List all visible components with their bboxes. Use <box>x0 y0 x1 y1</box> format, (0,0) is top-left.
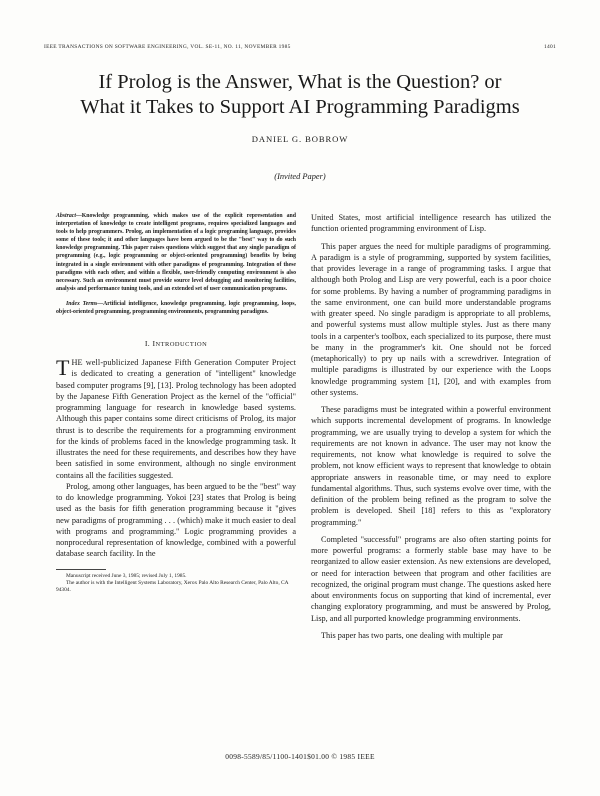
right-paragraph-5: This paper has two parts, one dealing with multiple par <box>321 630 503 640</box>
right-column <box>311 212 551 647</box>
author-name: DANIEL G. BOBROW <box>251 134 349 144</box>
index-terms-text: —Artificial intelligence, knowledge programming, logic programming, loops, object-oriented programming, programming environments, programming paradigms. <box>56 300 296 316</box>
journal-line: IEEE TRANSACTIONS ON SOFTWARE ENGINEERING, VOL. SE-11, NO. 11, NOVEMBER 1985 <box>44 44 291 50</box>
right-paragraph-3: These paradigms must be integrated within a powerful environment which supports incremental development of programs. In knowledge programming, we are usually trying to develop a system for which the requirements are not known in advance. The user may not know the requirements, not know what knowledge is required to solve the problem, not know efficient ways to represent that knowledge to obtain appropriate answers in reasonable time, or may need to explore fundamental algorithms. Thus, such systems evolve over time, with the definition of the problem being refined as the program to solve the problem is developed. Sheil [18] refers to this as "exploratory programming." <box>311 405 551 527</box>
abstract <box>56 212 296 293</box>
index-terms-label: Index Terms <box>66 300 98 307</box>
title-line-2: What it Takes to Support AI Programming Paradigms <box>80 96 520 118</box>
right-paragraph-4: Completed "successful" programs are also often starting points for more powerful programs: a formerly stable base may have to be reorganized to allow easier extension. As new extensions are developed, or need for interaction between that program and other facilities are recognized, the original program must change. The questions asked here about environments focus on supporting that kind of incremental, ever changing exploratory programming, and must be answered by Prolog, Lisp, and all purported knowledge programming environments. <box>311 534 551 623</box>
left-column <box>56 212 296 594</box>
footnote-affiliation: The author is with the Intelligent Systems Laboratory, Xerox Palo Alto Research Center, Palo Alto, CA 94304. <box>56 579 289 593</box>
intro-paragraph-1 <box>56 357 296 481</box>
right-paragraph-2: This paper argues the need for multiple paradigms of programming. A paradigm is a style of programming, supported by system facilities, that provides leverage in a range of programming tasks. I argue that although both Prolog and Lisp are very powerful, each is a poor choice for some problems. By having a number of programming paradigms in the same environment, one can build more understandable programs with greater speed. No single paradigm is appropriate to all problems, and powerful systems must allow multiple styles. Just as there many tools in a carpenter's toolbox, each specialized to its purpose, there must be many in the programmer's kit. One should not be forced (metaphorically) to pry up nails with a screwdriver. Integration of multiple paradigms is illustrated by our experience with the Loops knowledge programming system [1], [20], and with examples from other systems. <box>311 241 551 397</box>
title-line-1: If Prolog is the Answer, What is the Question? or <box>98 71 502 93</box>
running-head <box>44 44 556 50</box>
abstract-label: Abstract <box>56 213 76 219</box>
section-title-rest: NTRODUCTION <box>155 341 208 349</box>
footnote-received: Manuscript received June 3, 1985; revised July 1, 1985. <box>66 572 187 579</box>
intro-paragraph-1-text: HE well-publicized Japanese Fifth Generation Computer Project is dedicated to creating a generation of "intelligent" knowledge based computer programs [9], [13]. Prolog technology has been adopted by the Japanese Fifth Generation Project as the kernel of the "official" programming language for research in knowledge based systems. Although this paper contains some direct criticisms of Prolog, its major thrust is to describe the requirements for a programming environment for the kinds of problems faced in the knowledge programming task. It illustrates the need for these requirements, and describes how they have been satisfied in some environment, although no single environment contains all the facilities suggested. <box>56 358 296 480</box>
right-paragraph-1: United States, most artificial intelligence research has utilized the function oriented programming environment of Lisp. <box>311 213 551 234</box>
drop-cap: T <box>56 355 70 381</box>
footnote-divider <box>56 569 106 570</box>
abstract-text: —Knowledge programming, which makes use of the explicit representation and interpretation of knowledge to create intelligent programs, requires specialized languages and tools to help programmers. Prolog, an implementation of a logic programing language, provides some of these tools; it and other languages have been argued to be the "best" way to do such knowledge programming. This paper raises questions which suggest that any single paradigm of programming (e.g., logic programming or object-oriented programming) benefits by being integrated in a single environment with other paradigms of programming. Integration of these paradigms with each other, and within a flexible, user-friendly computing environment is also necessary. Such an environment must provide source level debugging and monitoring facilities, analysis and performance tuning tools, and an extended set of user communication programs. <box>56 213 296 292</box>
paper-title <box>30 70 570 120</box>
invited-paper-note: (Invited Paper) <box>274 172 326 181</box>
section-number: I. <box>144 339 151 349</box>
copyright-footer: 0098-5589/85/1100-1401$01.00 © 1985 IEEE <box>225 752 375 761</box>
index-terms <box>56 300 296 316</box>
section-title-initial: I <box>152 339 156 349</box>
page-number: 1401 <box>544 44 556 50</box>
intro-paragraph-2: Prolog, among other languages, has been argued to be the "best" way to do knowledge programming. Yokoi [23] states that Prolog is being used as the basis for fifth generation programming because it "gives new paradigms of programming . . . (which) make it much easier to deal with programs and programming." Logic programming provides a nonprocedural representation of knowledge, combined with a powerful database search facility. In the <box>56 481 296 559</box>
section-heading <box>56 339 296 348</box>
